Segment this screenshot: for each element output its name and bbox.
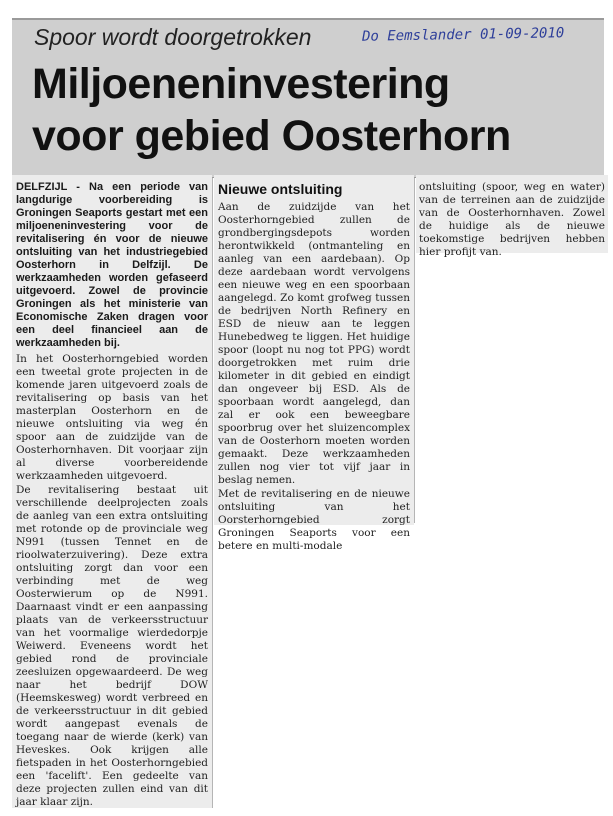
article-column-2 [218,181,410,554]
body-paragraph: Aan de zuidzijde van het Oosterhorngebied zullen de grondbergingsdepots worden herontwikkeld (ontmanteling en aanleg van een aardebaan). Op deze aardebaan wordt vervolgens een nieuwe weg en een spoorbaan aangelegd. Zo komt grofweg tussen de bedrijven North Refinery en ESD de nieuw aan te leggen Hunebedweg te liggen. Het huidige spoor (loopt nu nog tot PPG) wordt doorgetrokken met ruim drie kilometer in dit gebied en eindigt dan ongeveer bij ESD. Als de spoorbaan wordt aangelegd, dan zal er ook een beweegbare spoorbrug over het sluizencomplex van de Oosterhorn moeten worden gemaakt. Deze werkzaamheden zullen nog vier tot vijf jaar in beslag nemen. [218,201,410,486]
handwritten-source-note: Do Eemslander 01-09-2010 [361,25,565,45]
intro-text: - Na een periode van langdurige voorbereiding is Groningen Seaports gestart met een miljoeneninvestering voor de revitalisering én voor de nieuwe ontsluiting van het industriegebied Oosterhorn in Delfzijl. De werkzaamheden worden gefaseerd uitgevoerd. Zowel de provincie Groningen als het ministerie van Economische Zaken dragen voor een deel financieel aan de werkzaamheden bij. [16,181,208,349]
column-divider [212,178,213,808]
dateline: DELFZIJL [16,181,68,193]
body-paragraph: Met de revitalisering en de nieuwe ontsluiting van het Oorsterhorngebied zorgt Groningen Seaports voor een betere en multi-modale [218,488,410,552]
article-column-3 [419,181,605,260]
section-subheading: Nieuwe ontsluiting [218,181,343,197]
article-column-1 [16,181,208,810]
article-intro [16,181,208,350]
headline-line-1: Miljoeneninvestering [32,60,450,108]
headline-line-2: voor gebied Oosterhorn [32,112,511,160]
column-divider [414,178,415,523]
body-paragraph: ontsluiting (spoor, weg en water) van de terreinen aan de zuidzijde van de Oosterhornhaven. Zowel de huidige als de nieuwe toekomstige bedrijven hebben hier profijt van. [419,181,605,258]
body-paragraph: De revitalisering bestaat uit verschillende deelprojecten zoals de aanleg van een extra ontsluiting met rotonde op de provinciale weg N991 (tussen Tennet en de rioolwaterzuivering). Deze extra ontsluiting zorgt dan voor een verbinding met de weg Oosterwierum op de N991. Daarnaast vindt er een aanpassing plaats van de verkeersstructuur van het voormalige wierdedorpje Weiwerd. Eveneens wordt het gebied rond de provinciale zeesluizen opgewaardeerd. De weg naar het bedrijf DOW (Heemskesweg) wordt verbreed en de verkeersstructuur in dit gebied wordt aangepast evenals de toegang naar de wierde (kerk) van Heveskes. Ook krijgen alle fietspaden in het Oosterhorngebied een 'facelift'. Een gedeelte van deze projecten zullen eind van dit jaar klaar zijn. [16,484,208,808]
article-kicker: Spoor wordt doorgetrokken [34,24,312,50]
article-header [12,18,604,178]
article-headline [32,58,604,162]
body-paragraph: In het Oosterhorngebied worden een tweetal grote projecten in de komende jaren uitgevoerd zoals de revitalisering op basis van het masterplan Oosterhorn en de nieuwe ontsluiting via weg én spoor aan de zuidzijde van de Oosterhornhaven. Dit voorjaar zijn al diverse voorbereidende werkzaamheden uitgevoerd. [16,353,208,482]
